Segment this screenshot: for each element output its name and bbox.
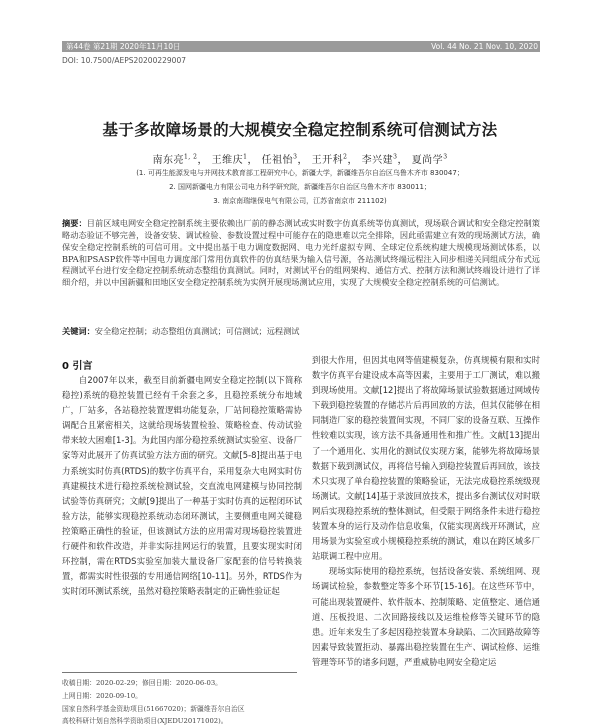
- footnote: 上网日期：2020-09-10。: [62, 692, 142, 700]
- journal-header-bar: [62, 41, 540, 52]
- footnote-divider: [62, 672, 297, 673]
- keywords-label: 关键词：: [62, 326, 95, 336]
- author: 李兴建$^3$: [361, 153, 398, 166]
- abstract-label: 摘要：: [62, 218, 87, 228]
- footnote: 国家自然科学基金资助项目(51667020)；新疆维吾尔自治区: [62, 705, 245, 713]
- body-column-right: [312, 353, 540, 670]
- paragraph: 到很大作用，但因其电网等值建模复杂，仿真规模有限和实时数字仿真平台建设成本高等因素，主要用于工厂测试，难以搬到现场使用。文献[12]提出了将故障场景试验数据通过网域传下载到稳控装置的存储芯片后再回放的方法，但其仅能够在相同制造厂家的稳控装置间实现，不同厂家的设备互联、互操作性较难以实现，该方法不具备通用性和推广性。文献[13]提出了一个通用化、实用化的测试仪实现方案，能够先将故障场景数据下载到测试仪，再将信号输入到稳控装置后再回放，该技术只实现了单台稳控装置的策略验证，无法完成稳控系统级现场测试。文献[14]基于录波回放技术，提出多台测试仪对时联网后实现稳控系统的整体测试，但受限于网络条件未进行稳控装置本身的运行及动作信息收集，仅能实现离线开环测试，应用场景为实验室或小规模稳控系统的测试，难以在跨区域多厂站联调工程中应用。: [312, 355, 540, 562]
- journal-volume: Vol. 44 No. 21 Nov. 10, 2020: [431, 42, 538, 51]
- author: 南东亮$^{1, 2}$: [152, 153, 198, 166]
- doi[interactable]: DOI: 10.7500/AEPS20200229007: [62, 56, 186, 65]
- paragraph: 现场实际使用的稳控系统，包括设备安装、系统组网、现场调试检验，参数整定等多个环节[15-16]。在这些环节中，可能出现装置硬件、软件版本、控制策略、定值整定、通信通道、压板投退、二次回路接线以及运维检修等关键环节的隐患。近年来发生了多起因稳控装置本身缺陷、二次回路故障等因素导致装置拒动、暴露出稳控装置在生产、调试检修、运维管理等环节的诸多问题，严重威胁电网安全稳定运: [312, 566, 540, 667]
- paper-title: 基于多故障场景的大规模安全稳定控制系统可信测试方法: [102, 121, 498, 139]
- abstract: [62, 218, 540, 289]
- paragraph: 自2007年以来，截至目前新疆电网安全稳定控制(以下简称稳控)系统的稳控装置已经有千余套之多，且稳控系统分布地域广，厂站多，各站稳控装置逻辑功能复杂，厂站间稳控策略需协调配合且紧密相关，这就给现场装置检验、策略检查、传动试验带来较大困难[1-3]。为此国内部分稳控系统测试实验室、设备厂家等对此展开了仿真试验方法方面的研究。文献[5-8]提出基于电力系统实时仿真(RTDS)的数字仿真平台，采用复杂大电网实时仿真建模技术进行稳控系统检测试验，交直流电网建模与协同控制试验等仿真研究；文献[9]提出了一种基于实时仿真的远程闭环试验方法，能够实现稳控系统动态闭环测试，主要侧重电网关键稳控策略正确性的验证，但该测试方法的应用需对现场稳控装置进行硬件和软件改造，并非实际挂网运行的装置，且要实现实时闭环控制，需在RTDS实验室加装大量设备厂家配套的信号转换装置，都需实时性很强的专用通信网络[10-11]。另外，RTDS作为实时闭环测试系统，虽然对稳控策略表制定的正确性验证起: [62, 375, 302, 597]
- keywords-text: 安全稳定控制；动态整组仿真测试；可信测试；远程测试: [94, 326, 300, 336]
- affiliation-2: 2. 国网新疆电力有限公司电力科学研究院，新疆维吾尔自治区乌鲁木齐市 830011；: [169, 183, 431, 191]
- abstract-text: 目前区域电网安全稳定控制系统主要依赖出厂前的静态测试或实时数字仿真系统等仿真测试，现场联合调试和安全稳定控制策略动态验证不够完善，设备安装、调试检验、参数设置过程中可能存在的隐患难以完全排除，因此亟需建立有效的现场测试方法，确保安全稳定控制系统的可信可用。文中提出基于电力调度数据网、电力光纤虚拟专网、全球定位系统构建大规模现场测试体系，以BPA和PSASP软件等中国电力调度部门常用仿真软件的仿真结果为输入信号源，各站测试终端远程注入同步相递关同组成分布式远程测试平台进行安全稳定控制系统动态整组仿真测试。同时，对测试平台的组网架构、通信方式、控制方法和测试终端设计进行了详细介绍，并以中国新疆和田地区安全稳定控制系统为实例开展现场测试应用，实现了大规模安全稳定控制系统的可信测试。: [62, 218, 540, 288]
- issue-info: 第44卷 第21期 2020年11月10日: [66, 42, 181, 51]
- footnote: 高校科研计划自然科学资助项目(XJEDU20171002)。: [62, 717, 228, 725]
- section-heading: 0 引言: [62, 361, 93, 372]
- keywords: [62, 326, 540, 337]
- author: 王维庆$^1$: [211, 153, 248, 166]
- body-column-left: [62, 373, 302, 599]
- affiliation-3: 3. 南京南瑞继保电气有限公司，江苏省南京市 211102): [213, 197, 387, 205]
- affiliation-1: (1. 可再生能源发电与并网技术教育部工程研究中心，新疆大学，新疆维吾尔自治区乌鲁木齐市 830047；: [136, 169, 464, 177]
- footnote: 收稿日期：2020-02-29；修回日期：2020-06-03。: [62, 679, 222, 687]
- author: 任祖怡$^3$: [261, 153, 298, 166]
- author-list: 南东亮$^{1, 2}$， 王维庆$^1$， 任祖怡$^3$， 王开科$^2$， 李兴建$^3$， 夏尚学$^3$: [152, 153, 448, 166]
- author: 王开科$^2$: [311, 153, 348, 166]
- author: 夏尚学$^3$: [411, 153, 448, 166]
